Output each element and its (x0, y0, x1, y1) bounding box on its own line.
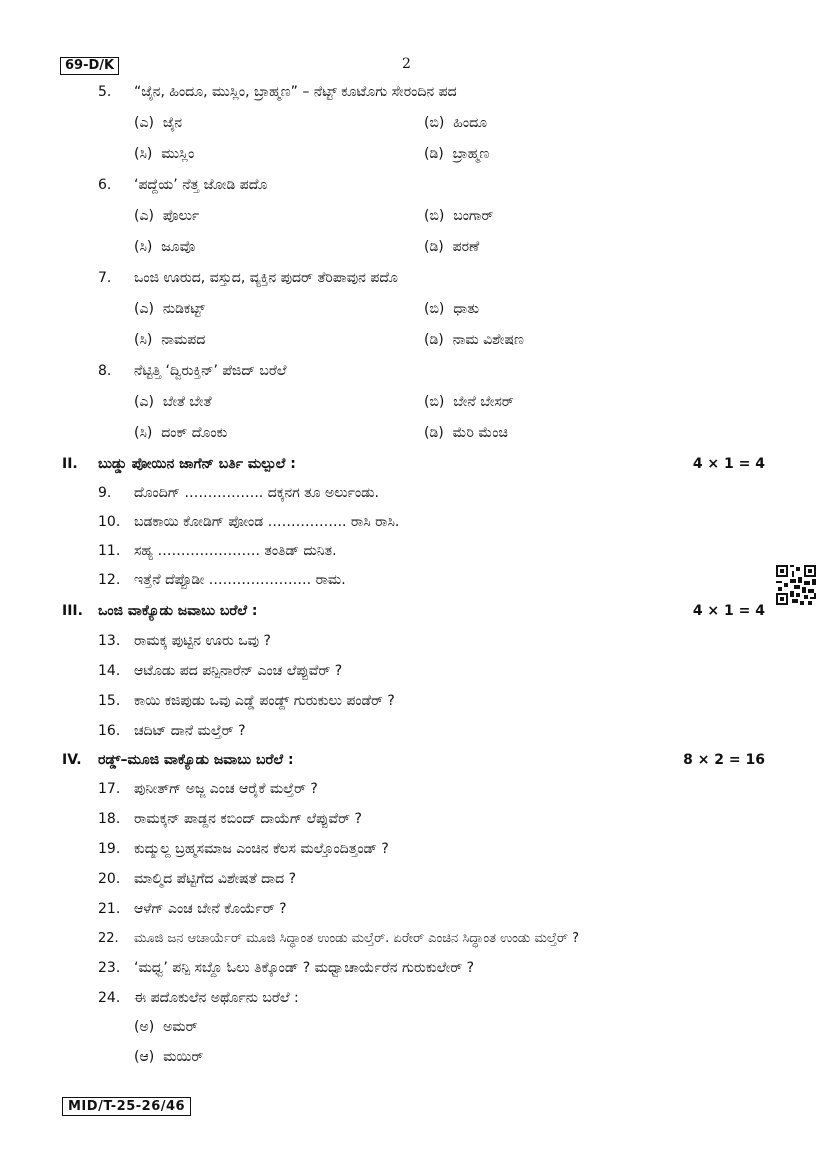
question-24: 24. ಈ ಪದೊಕುಲೆನ ಅರ್ಥೊನು ಬರೆಲೆ : (98, 990, 299, 1006)
option-a: (ಎ) ಬೇತೆ ಬೇತೆ (134, 394, 212, 410)
option-d: (ಡಿ) ಮೆರಿ ಮೆಂಚಿ (424, 425, 508, 441)
question-20: 20. ಮಾಲ್ಮಿದ ಪೆಟ್ಟಿಗೆದ ವಿಶೇಷತೆ ದಾದ ? (98, 871, 297, 887)
option-c: (ಸಿ) ಜೂವೊ (134, 239, 196, 255)
question-11: 11. ಸಹ್ಯ …………………. ತಂತಿಡ್ ದುನಿತ. (98, 543, 337, 559)
section-marks-iii: 4 × 1 = 4 (692, 603, 765, 619)
subitem-a: (ಅ) ಅಮರ್ (134, 1019, 198, 1035)
option-a: (ಎ) ಪೊರ್ಲು (134, 208, 200, 224)
question-7 (98, 268, 398, 288)
question-6 (98, 175, 267, 195)
question-15: 15. ಕಾಯಿ ಕಜಿಪುಡು ಒವು ಎಡ್ಡೆ ಪಂಡ್ದ್ ಗುರುಕುಲು ಪಂಡೆರ್ ? (98, 693, 395, 709)
section-heading-iv: IV. ರಡ್ಡ್–ಮೂಜಿ ವಾಕ್ಯೊಡು ಜವಾಬು ಬರೆಲೆ : (62, 752, 294, 768)
question-text: “ಜೈನ, ಹಿಂದೂ, ಮುಸ್ಲಿಂ, ಬ್ರಾಹ್ಮಣ” – ನೆಟ್ಟ್ ಕೂಟೊಗು ಸೇರಂದಿನ ಪದ (134, 84, 457, 100)
page-number: 2 (402, 56, 411, 72)
question-16: 16. ಚದಿಟ್ ದಾನೆ ಮಲ್ತೆರ್ ? (98, 723, 246, 739)
section-heading-ii: II. ಬುಡ್ಡು ಪೋಯಿನ ಜಾಗೆನ್ ಬರ್ತಿ ಮಲ್ಪುಲೆ : (62, 456, 296, 472)
subitem-b: (ಆ) ಮಯಿರ್ (134, 1049, 204, 1065)
question-23: 23. ‘ಮಧ್ವ’ ಪನ್ಪಿ ಸಬ್ದೊ ಓಲು ತಿಕ್ಕೊಂಡ್ ? ಮಧ್ವಾಚಾರ್ಯೆರೆನ ಗುರುಕುಲೇರ್ ? (98, 960, 475, 976)
section-marks-ii: 4 × 1 = 4 (692, 456, 765, 472)
question-number: 6. (98, 177, 112, 193)
question-number: 7. (98, 270, 112, 286)
option-b: (ಬಿ) ಧಾತು (424, 301, 480, 317)
question-number: 8. (98, 363, 112, 379)
section-marks-iv: 8 × 2 = 16 (683, 752, 765, 768)
question-19: 19. ಕುದ್ಮುಲ್ದ ಬ್ರಹ್ಮಸಮಾಜ ಎಂಚಿನ ಕೆಲಸ ಮಲ್ತೊಂದಿತ್ತಂಡ್ ? (98, 841, 389, 857)
question-text: ‘ಪದ್ದೆಯ’ ನೆತ್ತ ಜೋಡಿ ಪದೊ (134, 177, 268, 193)
question-text: ನೆಟ್ಟಿತ್ತಿ ‘ದ್ವಿರುಕ್ತಿನ್’ ಪೆಜಿದ್ ಬರೆಲೆ (134, 363, 287, 379)
question-10: 10. ಬಡಕಾಯಿ ಕೋಡಿಗ್ ಪೋಂಡ …………….. ರಾಸಿ ರಾಸಿ. (98, 514, 400, 530)
qr-code-image (776, 565, 816, 605)
question-number: 5. (98, 84, 112, 100)
question-8 (98, 361, 286, 381)
option-d: (ಡಿ) ಬ್ರಾಹ್ಮಣ (424, 146, 490, 162)
question-14: 14. ಆಟೊಡು ಪದ ಪನ್ಪಿನಾರೆನ್ ಎಂಚ ಲೆಪ್ಪುವೆರ್ ? (98, 663, 343, 679)
paper-code: 69-D/K (60, 57, 119, 75)
option-d: (ಡಿ) ನಾಮ ವಿಶೇಷಣ (424, 332, 524, 348)
question-13: 13. ರಾಮಕ್ಕ ಪುಟ್ಟಿನ ಊರು ಒವು ? (98, 633, 271, 649)
option-c: (ಸಿ) ದಂಕ್ ದೊಂಕು (134, 425, 228, 441)
question-17: 17. ಪುನೀತ್‌ಗ್ ಅಜ್ಜ ಎಂಚ ಆರೈಕೆ ಮಲ್ತೆರ್ ? (98, 781, 318, 797)
option-c: (ಸಿ) ನಾಮಪದ (134, 332, 206, 348)
option-a: (ಎ) ಜೈನ (134, 115, 183, 131)
option-c: (ಸಿ) ಮುಸ್ಲಿಂ (134, 146, 195, 162)
question-5 (98, 82, 457, 102)
option-b: (ಬಿ) ಹಿಂದೂ (424, 115, 488, 131)
question-text: ಒಂಜಿ ಊರುದ, ವಸ್ತುದ, ವ್ಯಕ್ತಿನ ಪುದರ್ ತೆರಿಪಾವುನ ಪದೊ (134, 270, 398, 286)
option-b: (ಬಿ) ಬೇನೆ ಬೇಸರ್ (424, 394, 514, 410)
option-a: (ಎ) ನುಡಿಕಟ್ಟ್ (134, 301, 205, 317)
question-18: 18. ರಾಮಕ್ಕನ್ ಪಾಡ್ದನ ಕಬಿಂದ್ ದಾಯೆಗ್ ಲೆಪ್ಪುವೆರ್ ? (98, 811, 362, 827)
footer-code: MID/T-25-26/46 (62, 1097, 191, 1116)
option-d: (ಡಿ) ಪರಣೆ (424, 239, 480, 255)
question-22: 22. ಮೂಜಿ ಜನ ಆಚಾರ್ಯೆರ್ ಮೂಜಿ ಸಿದ್ಧಾಂತ ಉಂಡು ಮಲ್ತೆರ್. ಏರೇರ್ ಎಂಚಿನ ಸಿದ್ಧಾಂತ ಉಂಡು ಮಲ್ತೆರ್ ? (98, 931, 579, 946)
question-21: 21. ಆಳೆಗ್ ಎಂಚ ಬೇನೆ ಕೊರ್ಯೆರ್ ? (98, 901, 287, 917)
question-12: 12. ಇತ್ತೆನೆ ದೆಪ್ಪೊಡೀ …………………. ರಾಮ. (98, 572, 346, 588)
option-b: (ಬಿ) ಬಂಗಾರ್ (424, 208, 494, 224)
question-9: 9. ದೊಂದಿಗ್ …………….. ದಕ್ಕನಗ ತೂ ಅರ್ಲುಂಡು. (98, 485, 380, 501)
section-heading-iii: III. ಒಂಜಿ ವಾಕ್ಯೊಡು ಜವಾಬು ಬರೆಲೆ : (62, 603, 258, 619)
